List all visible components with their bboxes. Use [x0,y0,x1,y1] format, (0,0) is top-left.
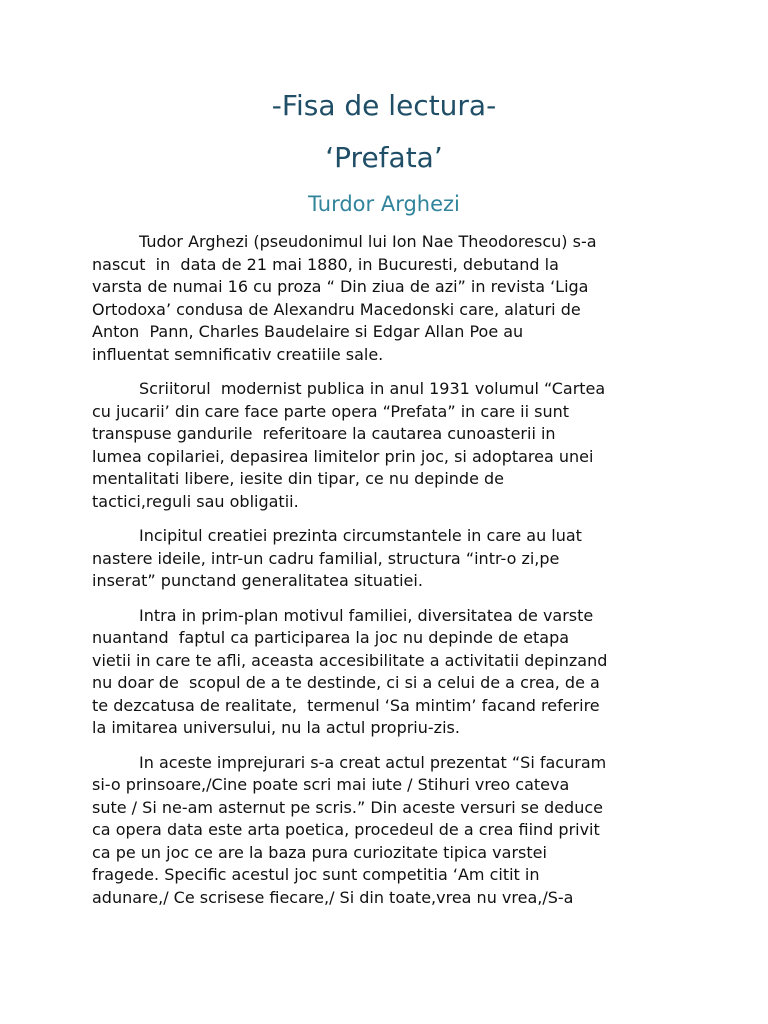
document-author: Turdor Arghezi [308,192,460,216]
paragraph [92,605,732,740]
paragraph-line: adunare,/ Ce scrisese fiecare,/ Si din toate,vrea nu vrea,/S-a [92,887,574,907]
paragraph-line: influentat semnificativ creatiile sale. [92,344,384,364]
paragraph-line: In aceste imprejurari s-a creat actul prezentat “Si facuram [139,752,607,772]
paragraph-line: Ortodoxa’ condusa de Alexandru Macedonski care, alaturi de [92,299,581,319]
paragraph-line: Anton Pann, Charles Baudelaire si Edgar Allan Poe au [92,322,524,341]
document-body [92,231,732,921]
paragraph-line: sute / Si ne-am asternut pe scris.” Din aceste versuri se deduce [92,797,603,817]
paragraph-line: ca pe un joc ce are la baza pura curiozitate tipica varstei [92,842,547,862]
paragraph-line: Scriitorul modernist publica in anul 1931 volumul “Cartea [139,379,606,398]
document-subtitle: ‘Prefata’ [325,141,443,174]
paragraph-line: Intra in prim-plan motivul familiei, diversitatea de varste [139,605,594,625]
paragraph-line: tactici,reguli sau obligatii. [92,491,299,511]
paragraph [92,378,732,513]
paragraph [92,525,732,593]
paragraph-line: mentalitati libere, iesite din tipar, ce nu depinde de [92,469,505,488]
paragraph-line: inserat” punctand generalitatea situatiei. [92,571,423,590]
document-title: -Fisa de lectura- [271,89,497,122]
paragraph-line: ca opera data este arta poetica, procedeul de a crea fiind privit [92,820,600,839]
paragraph-line: nastere ideile, intr-un cadru familial, structura “intr-o zi,pe [92,548,560,568]
paragraph-line: vietii in care te afli, aceasta accesibilitate a activitatii depinzand [92,650,608,670]
paragraph-line: te dezcatusa de realitate, termenul ‘Sa mintim’ facand referire [92,695,600,715]
paragraph-line: nuantand faptul ca participarea la joc nu depinde de etapa [92,628,570,647]
paragraph-line: Incipitul creatiei prezinta circumstantele in care au luat [139,526,582,545]
paragraph-line: transpuse gandurile referitoare la cautarea cunoasterii in [92,424,556,443]
paragraph-line: si-o prinsoare,/Cine poate scri mai iute / Stihuri vreo cateva [92,775,570,794]
paragraph-line: varsta de numai 16 cu proza “ Din ziua de azi” in revista ‘Liga [92,277,589,296]
paragraph-line: nascut in data de 21 mai 1880, in Bucuresti, debutand la [92,254,559,274]
paragraph [92,752,732,910]
paragraph [92,231,732,366]
paragraph-line: cu jucarii’ din care face parte opera “Prefata” in care ii sunt [92,401,570,421]
paragraph-line: la imitarea universului, nu la actul propriu-zis. [92,718,460,737]
paragraph-line: nu doar de scopul de a te destinde, ci si a celui de a crea, de a [92,673,600,692]
paragraph-line: fragede. Specific acestul joc sunt competitia ‘Am citit in [92,865,540,884]
paragraph-line: Tudor Arghezi (pseudonimul lui Ion Nae Theodorescu) s-a [139,232,597,251]
paragraph-line: lumea copilariei, depasirea limitelor prin joc, si adoptarea unei [92,446,594,466]
